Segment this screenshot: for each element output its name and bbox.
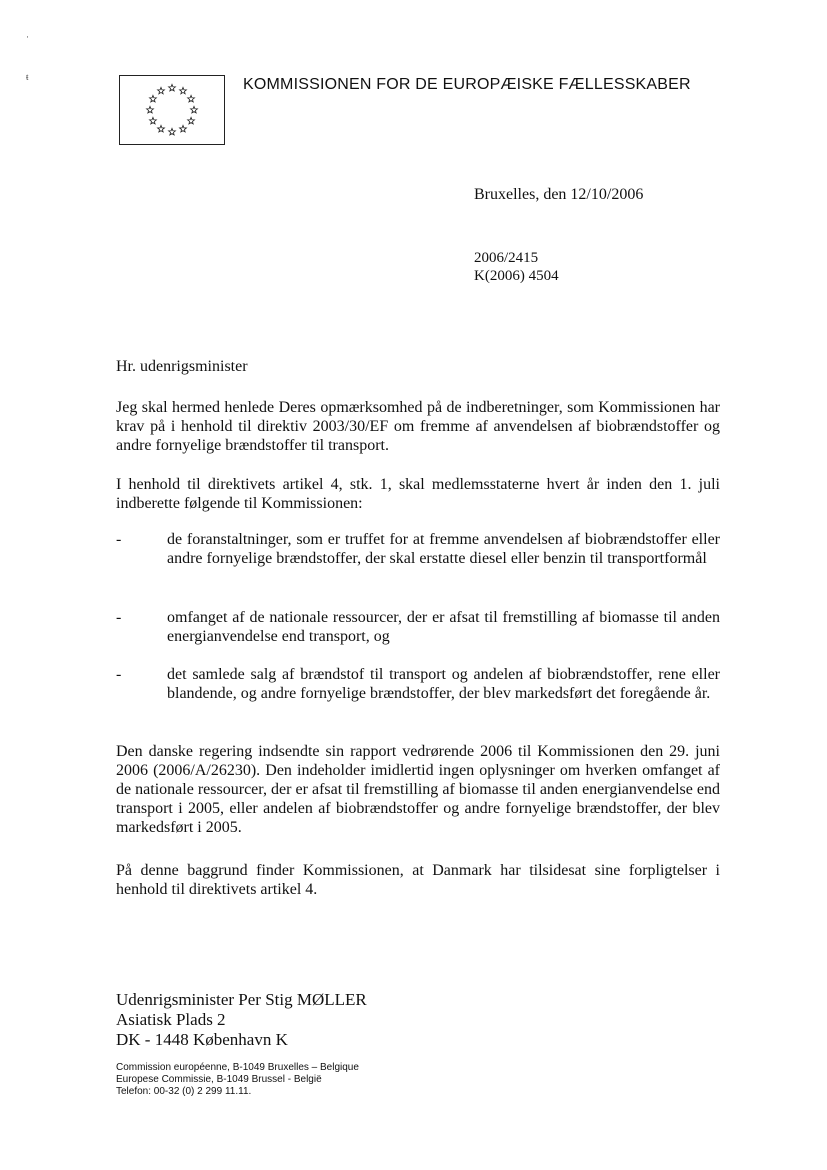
star-icon — [158, 87, 165, 94]
recipient-city: DK - 1448 København K — [116, 1030, 288, 1049]
footer-line: Telefon: 00-32 (0) 2 299 11.11. — [116, 1086, 252, 1097]
footer-line: Commission européenne, B-1049 Bruxelles – Belgique — [116, 1062, 359, 1073]
paragraph-article: I henhold til direktivets artikel 4, stk. 1, skal medlemsstaterne hvert år inden den 1. juli indberette følgende til Kommissionen: — [116, 476, 720, 512]
footer-line: Europese Commissie, B-1049 Brussel - België — [116, 1074, 322, 1085]
decision-number: K(2006) 4504 — [474, 268, 559, 284]
star-icon — [180, 87, 187, 94]
list-marker: - — [116, 531, 122, 548]
star-icon — [169, 128, 176, 135]
date-line: Bruxelles, den 12/10/2006 — [474, 186, 644, 203]
recipient-street: Asiatisk Plads 2 — [116, 1010, 226, 1029]
scan-speck: ŧ — [26, 72, 29, 82]
star-icon — [158, 125, 165, 132]
eu-emblem — [119, 75, 225, 145]
paragraph-report: Den danske regering indsendte sin rapport vedrørende 2006 til Kommissionen den 29. juni 2006 (2006/A/26230). Den indeholder imidlertid ingen oplysninger om hverken omfanget af de nationale ressourcer, der er afsat til fremstilling af biomasse til anden energianvendelse end transport i 2005, eller andelen af biobrændstoffer og andre fornyelige brændstoffer, der blev markedsført i 2005. — [116, 743, 720, 836]
list-marker: - — [116, 666, 122, 683]
star-icon — [188, 117, 195, 124]
star-icon — [147, 106, 154, 113]
salutation: Hr. udenrigsminister — [116, 358, 248, 375]
list-item-text: det samlede salg af brændstof til transport og andelen af biobrændstoffer, rene eller blandende, og andre fornyelige brændstoffer, der blev markedsført det foregående år. — [167, 666, 720, 702]
reference-number: 2006/2415 — [474, 250, 539, 266]
recipient-address — [116, 990, 367, 1050]
eu-stars-icon — [120, 76, 224, 144]
recipient-name: Udenrigsminister Per Stig MØLLER — [116, 990, 367, 1009]
star-icon — [180, 125, 187, 132]
star-icon — [188, 95, 195, 102]
star-icon — [169, 84, 176, 91]
reference-block — [474, 249, 559, 285]
scan-speck: · — [26, 32, 29, 42]
list-item-text: de foranstaltninger, som er truffet for at fremme anvendelsen af biobrændstoffer eller andre fornyelige brændstoffer, der skal erstatte diesel eller benzin til transportformål — [167, 531, 720, 567]
paragraph-conclusion: På denne baggrund finder Kommissionen, at Danmark har tilsidesat sine forpligtelser i henhold til direktivets artikel 4. — [116, 862, 720, 898]
paragraph-intro: Jeg skal hermed henlede Deres opmærksomhed på de indberetninger, som Kommissionen har krav på i henhold til direktiv 2003/30/EF om fremme af anvendelsen af biobrændstoffer og andre fornyelige brændstoffer til transport. — [116, 399, 720, 454]
list-item-text: omfanget af de nationale ressourcer, der er afsat til fremstilling af biomasse til anden energianvendelse end transport, og — [167, 609, 720, 645]
footer-contact — [116, 1062, 359, 1098]
star-icon — [150, 117, 157, 124]
list-marker: - — [116, 609, 122, 626]
star-icon — [150, 95, 157, 102]
institution-title: KOMMISSIONEN FOR DE EUROPÆISKE FÆLLESSKABER — [243, 76, 691, 93]
star-icon — [191, 106, 198, 113]
